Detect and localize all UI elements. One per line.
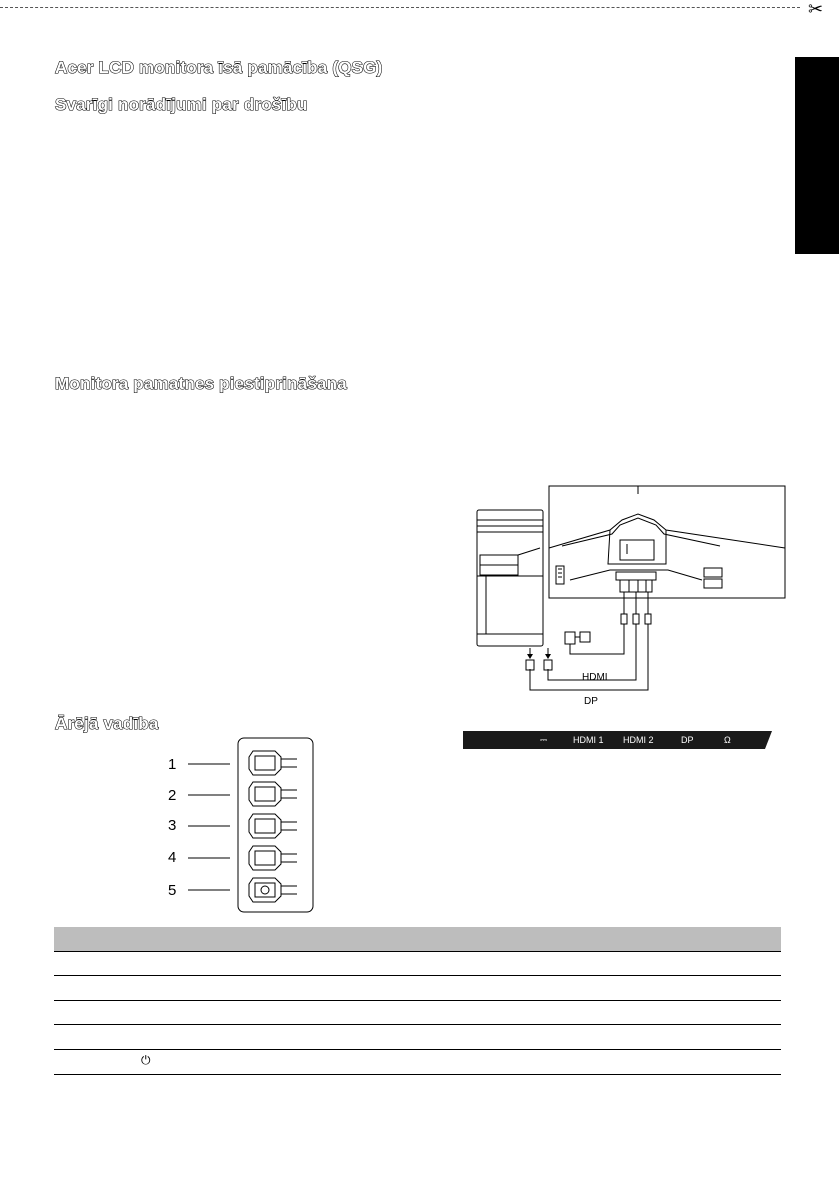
button-number-2: 2 xyxy=(168,787,177,804)
dp-cable-label: DP xyxy=(584,696,598,707)
power-icon: ⏻ xyxy=(141,1053,151,1067)
cut-line xyxy=(0,7,800,8)
button-number-3: 3 xyxy=(168,817,177,834)
table-row xyxy=(54,975,781,976)
table-row xyxy=(54,1074,781,1075)
button-number-1: 1 xyxy=(168,756,177,773)
button-number-4: 4 xyxy=(168,849,177,866)
port-dp-label: DP xyxy=(681,735,694,745)
controls-heading: Ārējā vadība xyxy=(55,714,159,733)
button-number-5: 5 xyxy=(168,882,177,899)
port-hdmi1-label: HDMI 1 xyxy=(573,735,604,745)
page-title: Acer LCD monitora īsā pamācība (QSG) xyxy=(55,58,383,77)
hdmi-cable-label: HDMI xyxy=(582,672,608,683)
headphone-icon: Ω xyxy=(724,735,731,745)
table-row xyxy=(54,1024,781,1025)
port-hdmi2-label: HDMI 2 xyxy=(623,735,654,745)
language-tab xyxy=(795,57,839,254)
stand-heading: Monitora pamatnes piestiprināšana xyxy=(55,374,347,393)
table-row xyxy=(54,1000,781,1001)
safety-heading: Svarīgi norādījumi par drošību xyxy=(55,95,308,114)
table-row xyxy=(54,951,781,952)
connection-diagram xyxy=(470,484,790,709)
scissors-icon: ✂ xyxy=(808,0,824,19)
dc-power-icon: ⎓ xyxy=(540,735,548,745)
table-row xyxy=(54,1049,781,1050)
table-header xyxy=(54,927,781,951)
control-buttons-diagram xyxy=(185,737,315,914)
